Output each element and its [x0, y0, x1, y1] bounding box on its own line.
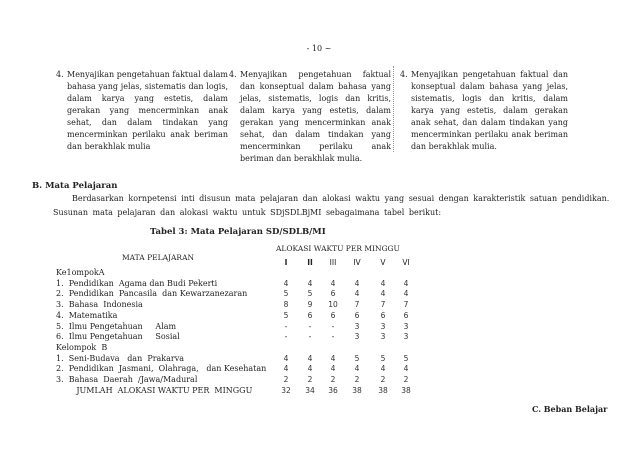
column-text: Menyajikan pengetahuan faktual dan konseptual dalam bahasa yang jelas, sistematis, logis dan kritis, dalam karya yang estetis, dalam gerakan yang mencerminkan anak sehat, dan dalam tindakan yang mencerminkan perilaku anak beriman dan berakhlak mulia.: [240, 70, 391, 163]
hours-cell: 4: [330, 353, 336, 363]
hours-cell: 4: [380, 289, 386, 299]
hours-cell: 4: [283, 278, 289, 288]
hours-cell: 9: [307, 300, 313, 310]
hours-cell: 2: [330, 375, 336, 384]
hours-cell: 2: [307, 375, 313, 384]
hours-cell: 3: [354, 321, 360, 331]
hours-cell: 3: [403, 332, 409, 342]
hours-cell: 6: [403, 310, 409, 320]
subject-label: 5. Ilmu Pengetahuan Alam: [56, 321, 177, 331]
subject-label: JUMLAH ALOKASI WAKTU PER MINGGU: [56, 385, 253, 395]
hours-cell: 6: [380, 310, 386, 320]
hours-cell: 7: [380, 300, 386, 310]
grade-header: IV: [353, 258, 361, 267]
hours-cell: 4: [354, 364, 360, 374]
hours-cell: -: [308, 321, 312, 331]
table-header-subject: MATA PELAJARAN: [122, 253, 195, 262]
column-divider: [393, 66, 394, 152]
hours-cell: 4: [380, 278, 386, 288]
subject-label: 2. Pendidikan Jasmani, Olahraga, dan Kesehatan: [56, 364, 267, 374]
hours-cell: -: [308, 332, 312, 342]
hours-cell: 2: [283, 375, 289, 384]
grade-header: V: [380, 258, 386, 267]
column-text: Menyajikan pengetahuan faktual dan konseptual dalam bahasa yang jelas, sistematis, logis dan kritis, dalam karya yang estetis, dalam gerakan anak sehat, dan dalam tindakan yang mencerminkan perilaku anak beriman dan berakhlak mulia.: [411, 70, 568, 151]
subject-label: 3. Bahasa Daerah /Jawa/Madural: [56, 375, 198, 384]
allocation-title: ALOKASI WAKTU PER MINGGU: [276, 244, 400, 253]
hours-cell: 6: [354, 310, 360, 320]
hours-cell: 4: [283, 353, 289, 363]
hours-cell: 4: [330, 278, 336, 288]
hours-cell: 4: [330, 364, 336, 374]
hours-cell: 8: [283, 300, 289, 310]
hours-cell: 34: [305, 385, 315, 395]
hours-cell: 6: [307, 310, 313, 320]
subject-label: 3. Bahasa Indonesia: [56, 300, 143, 310]
hours-cell: 5: [354, 353, 360, 363]
subject-label: Kelompok B: [56, 342, 108, 352]
hours-cell: -: [331, 332, 335, 342]
grade-header: II: [307, 258, 313, 267]
table-title: Tabel 3: Mata Pelajaran SD/SDLB/MI: [150, 227, 326, 237]
grade-header: VI: [402, 258, 410, 267]
table-header-allocation: [276, 244, 426, 274]
hours-cell: 3: [380, 321, 386, 331]
hours-cell: 5: [283, 289, 289, 299]
subject-label: 6. Ilmu Pengetahuan Sosial: [56, 332, 180, 342]
hours-cell: 4: [354, 278, 360, 288]
hours-cell: 5: [283, 310, 289, 320]
subject-label: 4. Matematika: [56, 310, 118, 320]
hours-cell: 3: [354, 332, 360, 342]
hours-cell: 5: [403, 353, 409, 363]
hours-cell: 3: [380, 332, 386, 342]
hours-cell: 5: [307, 289, 313, 299]
hours-cell: 4: [307, 364, 313, 374]
hours-cell: 2: [354, 375, 360, 384]
subject-label: 1. Seni-Budava dan Prakarva: [56, 353, 185, 363]
hours-cell: 5: [380, 353, 386, 363]
section-heading: B. Mata Pelajaran: [32, 181, 118, 191]
hours-cell: -: [331, 321, 335, 331]
hours-cell: -: [284, 332, 288, 342]
hours-cell: 7: [354, 300, 360, 310]
hours-cell: 4: [403, 289, 409, 299]
hours-cell: 4: [354, 289, 360, 299]
page-number: - 10 ~: [306, 44, 332, 53]
hours-cell: 4: [283, 364, 289, 374]
section-paragraph-line-1: Berdasarkan kornpetensi inti disusun mata pelajaran dan alokasi waktu yang sesuai dengan karakteristik satuan pendidikan.: [72, 194, 610, 203]
hours-cell: -: [284, 321, 288, 331]
competency-column-3: [400, 69, 568, 153]
hours-cell: 38: [352, 385, 362, 395]
grade-header: III: [329, 258, 337, 267]
subject-label: Ke1ompokA: [56, 268, 105, 277]
hours-cell: 38: [378, 385, 388, 395]
hours-cell: 4: [380, 364, 386, 374]
competency-column-1: [56, 69, 228, 153]
grade-header: I: [284, 258, 288, 267]
hours-cell: 32: [281, 385, 291, 395]
hours-cell: 4: [403, 364, 409, 374]
hours-cell: 10: [328, 300, 338, 310]
hours-cell: 6: [330, 310, 336, 320]
column-number: 4.: [56, 70, 64, 79]
hours-cell: 6: [330, 289, 336, 299]
hours-cell: 4: [307, 353, 313, 363]
hours-cell: 2: [403, 375, 409, 384]
hours-cell: 4: [403, 278, 409, 288]
next-section-heading: C. Beban Belajar: [532, 404, 608, 414]
column-number: 4.: [229, 70, 237, 79]
hours-cell: 4: [307, 278, 313, 288]
hours-cell: 38: [401, 385, 411, 395]
hours-cell: 7: [403, 300, 409, 310]
section-paragraph-line-2: Susunan mata pelajaran dan alokasi waktu untuk SDjSDLBjMI sebagaimana tabel berikut:: [53, 208, 442, 217]
column-number: 4.: [400, 70, 408, 79]
hours-cell: 36: [328, 385, 338, 395]
column-text: Menyajikan pengetahuan faktual dalam bahasa yang jelas, sistematis dan logis, dalam karya yang estetis, dalam gerakan yang mencerminkan anak sehat, dan dalam tindakan yang mencerminkan perilaku anak beriman dan berakhlak mulia: [67, 70, 228, 151]
subject-label: 1. Pendidikan Agama dan Budi Pekerti: [56, 278, 218, 288]
subject-label: 2. Pendidikan Pancasila dan Kewarzanezaran: [56, 289, 248, 299]
hours-cell: 2: [380, 375, 386, 384]
hours-cell: 3: [403, 321, 409, 331]
competency-column-2: [229, 69, 391, 165]
